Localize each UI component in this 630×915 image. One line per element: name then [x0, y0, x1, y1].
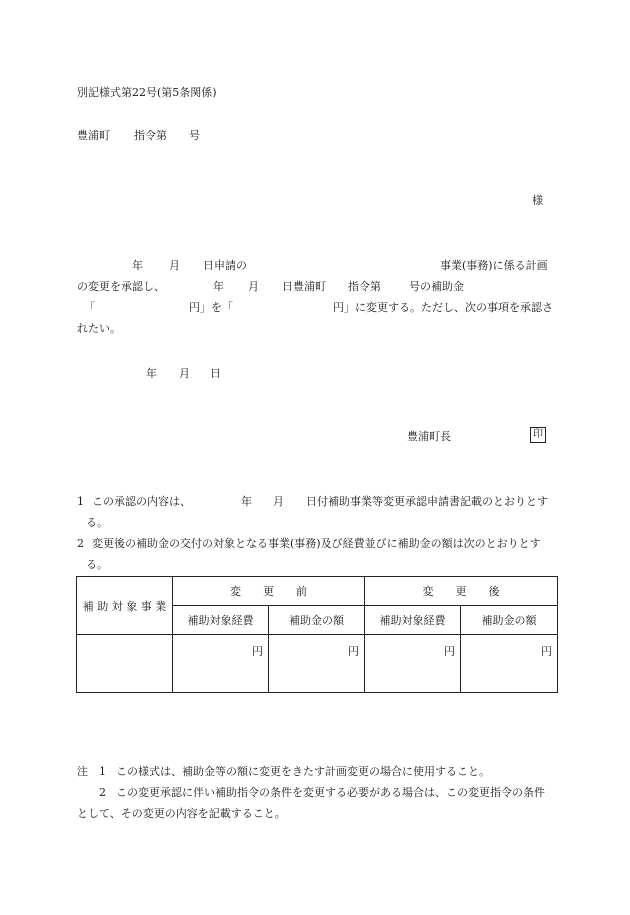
body-end-text: れたい。	[77, 322, 121, 335]
subsidy-change-table	[76, 576, 558, 693]
cell-amount-after: 円	[461, 635, 558, 693]
header-amount-before: 補助金の額	[269, 606, 365, 635]
signer-title: 豊浦町長	[407, 430, 451, 443]
note-1-text: この様式は、補助金等の額に変更をきたす計画変更の場合に使用すること。	[116, 765, 490, 778]
item-1-month: 月	[273, 495, 284, 508]
header-after: 変 更 後	[365, 577, 558, 606]
body-amount-after: 円」に変更する。ただし、次の事項を承認さ	[333, 301, 553, 314]
header-project: 補 助 対 象 事 業	[77, 577, 173, 635]
body-order-label: 指令第	[348, 280, 381, 293]
body-year-2: 年	[213, 280, 224, 293]
ref-order-label: 指令第	[134, 129, 167, 142]
body-month: 月	[169, 259, 180, 272]
body-application-date: 日申請の	[203, 259, 247, 272]
date-year: 年	[146, 367, 157, 380]
item-1-text-2: 日付補助事業等変更承認申請書記載のとおりとす	[306, 495, 548, 508]
body-town: 日豊浦町	[282, 280, 326, 293]
note-label: 注	[77, 765, 88, 778]
header-amount-after: 補助金の額	[461, 606, 558, 635]
body-project-text: 事業(事務)に係る計画	[440, 259, 548, 272]
cell-project	[77, 635, 173, 693]
body-amount-before: 円」を「	[189, 301, 233, 314]
addressee-suffix: 様	[532, 194, 543, 207]
item-2-end: る。	[86, 558, 108, 571]
body-approval-text: の変更を承認し、	[77, 280, 165, 293]
note-2-number: 2	[99, 786, 106, 799]
body-month-2: 月	[248, 280, 259, 293]
date-month: 月	[179, 367, 190, 380]
item-2-text: 変更後の補助金の交付の対象となる事業(事務)及び経費並びに補助金の額は次のとおりとす	[92, 537, 541, 550]
header-before: 変 更 前	[173, 577, 365, 606]
seal-icon: 印	[530, 427, 546, 443]
header-cost-before: 補助対象経費	[173, 606, 269, 635]
cell-amount-before: 円	[269, 635, 365, 693]
body-subsidy-text: 号の補助金	[409, 280, 464, 293]
note-2-end: として、その変更の内容を記載すること。	[77, 807, 286, 820]
header-cost-after: 補助対象経費	[365, 606, 461, 635]
ref-number-suffix: 号	[189, 129, 200, 142]
cell-cost-before: 円	[173, 635, 269, 693]
body-year: 年	[132, 259, 143, 272]
item-1-number: 1	[77, 495, 84, 508]
cell-cost-after: 円	[365, 635, 461, 693]
item-1-year: 年	[241, 495, 252, 508]
form-label: 別記様式第22号(第5条関係)	[77, 86, 217, 99]
item-1-end: る。	[86, 516, 108, 529]
note-1-number: 1	[99, 765, 106, 778]
item-2-number: 2	[77, 537, 84, 550]
item-1-text: この承認の内容は、	[92, 495, 191, 508]
body-quote-open: 「	[84, 301, 95, 314]
date-day: 日	[210, 367, 221, 380]
note-2-text: この変更承認に伴い補助指令の条件を変更する必要がある場合は、この変更指令の条件	[116, 786, 545, 799]
ref-town: 豊浦町	[77, 129, 110, 142]
